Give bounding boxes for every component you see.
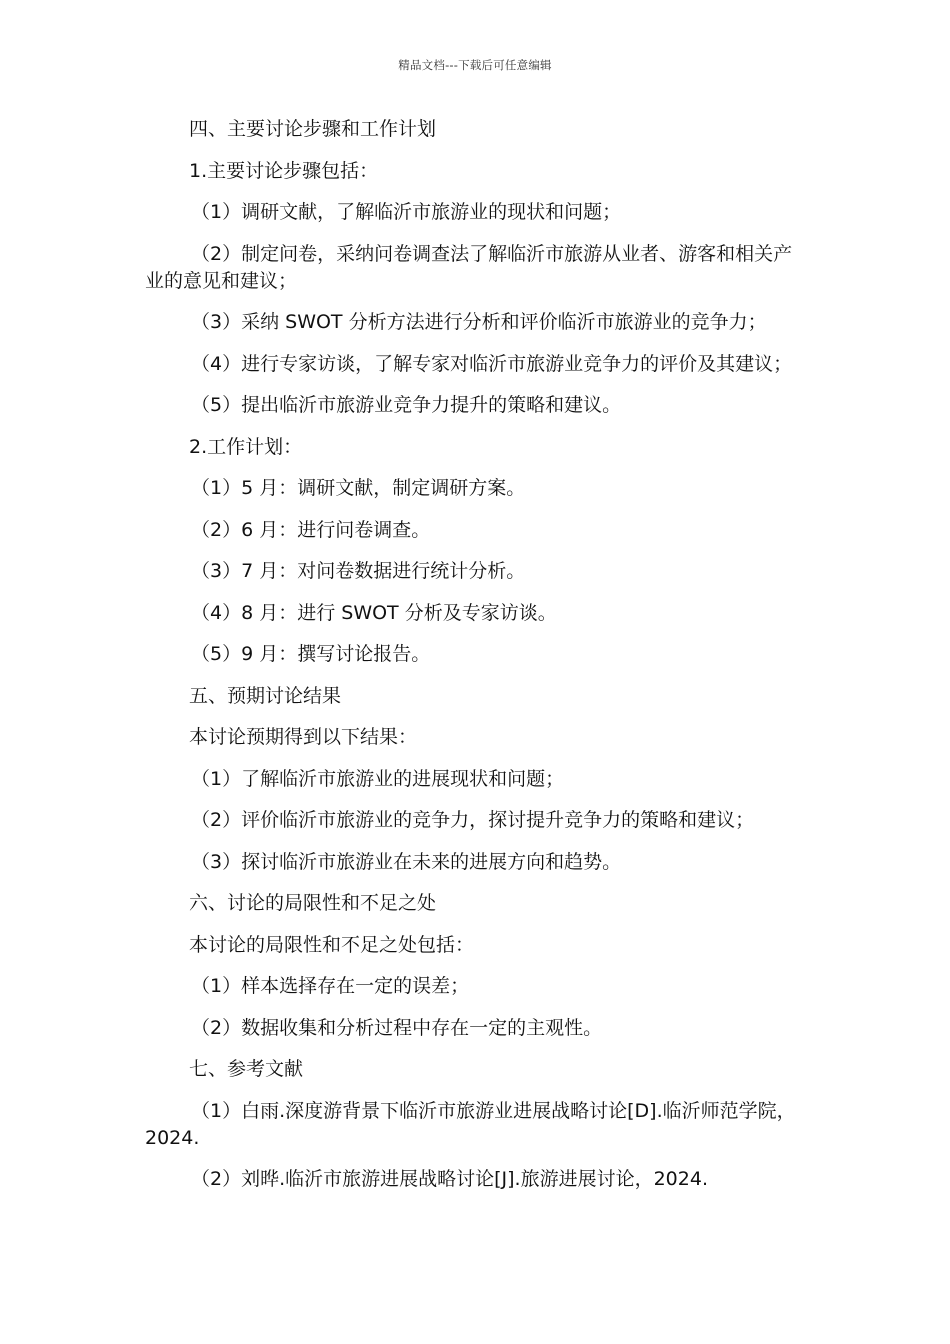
results-intro: 本讨论预期得到以下结果： (189, 726, 418, 748)
subheading-steps: 1.主要讨论步骤包括： (189, 159, 379, 182)
limitation-item: （1）样本选择存在一定的误差； (191, 975, 470, 997)
result-item: （3）探讨临沂市旅游业在未来的进展方向和趋势。 (191, 850, 622, 873)
step-item: （4）进行专家访谈，了解专家对临沂市旅游业竞争力的评价及其建议； (191, 352, 793, 375)
subheading-work-plan: 2.工作计划： (189, 435, 303, 458)
plan-item: （3）7 月：对问卷数据进行统计分析。 (191, 560, 526, 582)
section-heading-4: 四、主要讨论步骤和工作计划 (189, 118, 437, 140)
step-item: （1）调研文献，了解临沂市旅游业的现状和问题； (191, 201, 622, 223)
section-heading-7: 七、参考文献 (189, 1058, 304, 1080)
document-body (145, 116, 810, 1208)
result-item: （2）评价临沂市旅游业的竞争力，探讨提升竞争力的策略和建议； (191, 809, 755, 831)
plan-item: （5）9 月：撰写讨论报告。 (191, 643, 431, 665)
section-heading-6: 六、讨论的局限性和不足之处 (189, 892, 437, 914)
section-heading-5: 五、预期讨论结果 (189, 684, 342, 707)
step-item: （5）提出临沂市旅游业竞争力提升的策略和建议。 (191, 394, 622, 416)
result-item: （1）了解临沂市旅游业的进展现状和问题； (191, 767, 565, 790)
page-header: 精品文档---下载后可任意编辑 (398, 58, 552, 72)
reference-item: （2）刘晔.临沂市旅游进展战略讨论[J].旅游进展讨论，2024. (191, 1168, 708, 1190)
plan-item: （1）5 月：调研文献，制定调研方案。 (191, 477, 526, 499)
limitations-intro: 本讨论的局限性和不足之处包括： (189, 933, 475, 956)
step-item: （3）采纳 SWOT 分析方法进行分析和评价临沂市旅游业的竞争力； (191, 311, 767, 333)
step-item: （2）制定问卷，采纳问卷调查法了解临沂市旅游从业者、游客和相关产业的意见和建议； (145, 242, 793, 292)
reference-item: （1）白雨.深度游背景下临沂市旅游业进展战略讨论[D].临沂师范学院，2024. (145, 1099, 796, 1149)
plan-item: （4）8 月：进行 SWOT 分析及专家访谈。 (191, 601, 557, 624)
limitation-item: （2）数据收集和分析过程中存在一定的主观性。 (191, 1016, 603, 1039)
plan-item: （2）6 月：进行问卷调查。 (191, 518, 431, 541)
